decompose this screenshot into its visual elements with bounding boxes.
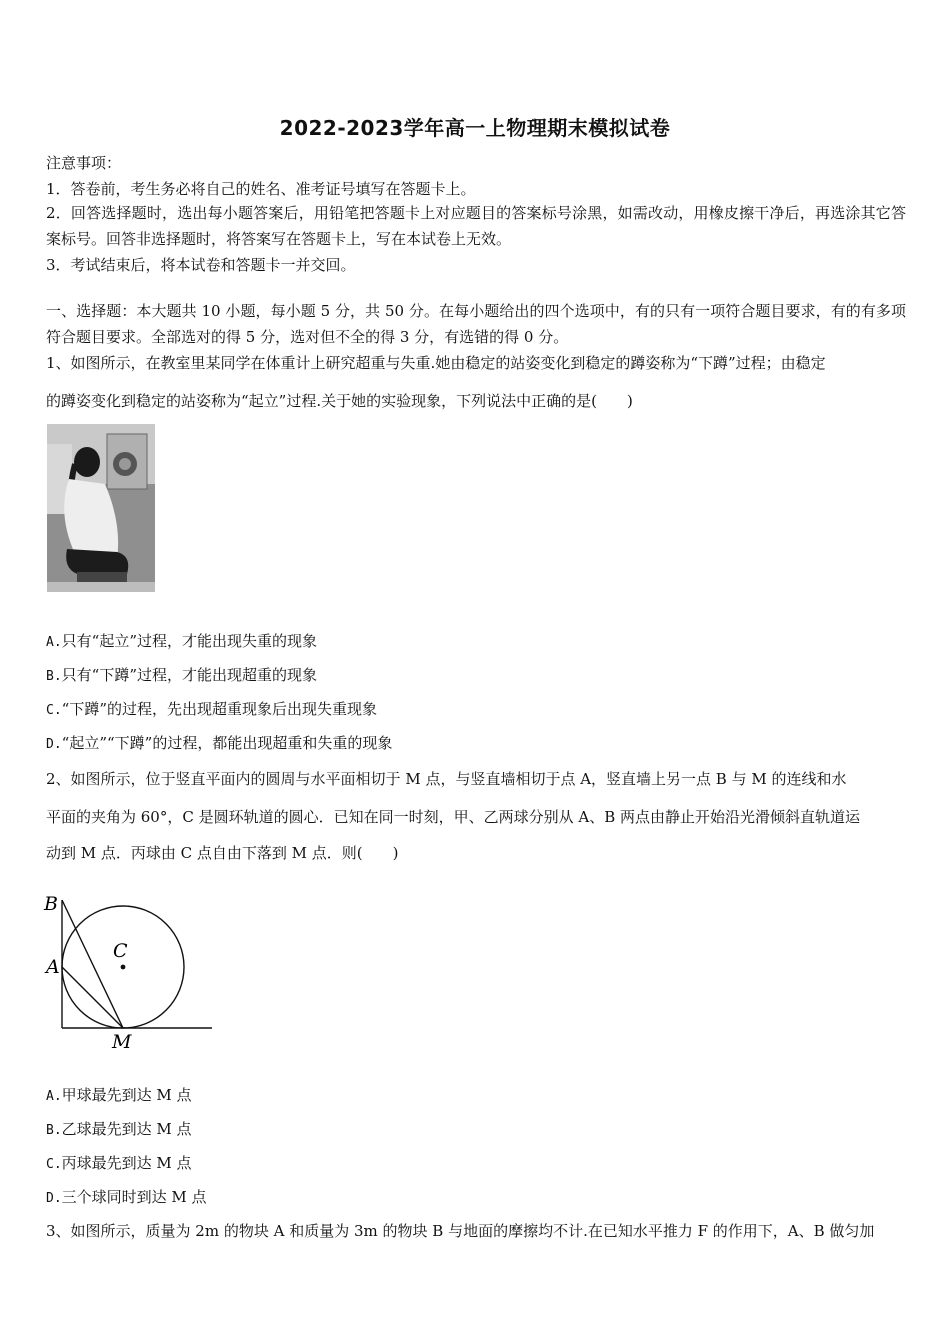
option-key: B. bbox=[46, 1123, 62, 1138]
option-text: 只有“起立”过程，才能出现失重的现象 bbox=[61, 632, 317, 650]
q1-stem-line-1: 1、如图所示，在教室里某同学在体重计上研究超重与失重.她由稳定的站姿变化到稳定的蹲姿称为“下蹲”过程；由稳定 bbox=[46, 354, 826, 372]
option-key: B. bbox=[46, 669, 62, 684]
option-text: 三个球同时到达 M 点 bbox=[61, 1188, 207, 1206]
track-am bbox=[62, 967, 123, 1028]
page-title: 2022-2023学年高一上物理期末模拟试卷 bbox=[279, 116, 671, 140]
q1-photo-student-on-scale bbox=[47, 424, 155, 592]
student-photo-illustration bbox=[47, 424, 155, 592]
option-key: A. bbox=[46, 635, 62, 650]
option-key: D. bbox=[46, 737, 62, 752]
option-key: C. bbox=[46, 703, 62, 718]
q1-option-d[interactable] bbox=[46, 732, 392, 753]
option-text: 乙球最先到达 M 点 bbox=[61, 1120, 192, 1138]
notice-item-1: 1．答卷前，考生务必将自己的姓名、准考证号填写在答题卡上。 bbox=[46, 180, 476, 198]
option-text: 丙球最先到达 M 点 bbox=[61, 1154, 192, 1172]
option-key: A. bbox=[46, 1089, 62, 1104]
label-m: M bbox=[112, 1031, 132, 1053]
q2-circle-diagram bbox=[40, 882, 220, 1058]
notice-item-3: 3．考试结束后，将本试卷和答题卡一并交回。 bbox=[46, 256, 356, 274]
label-a: A bbox=[46, 956, 60, 978]
q1-stem-line-2: 的蹲姿变化到稳定的站姿称为“起立”过程.关于她的实验现象，下列说法中正确的是( ) bbox=[46, 392, 633, 410]
q2-option-c[interactable] bbox=[46, 1152, 192, 1173]
option-key: D. bbox=[46, 1191, 62, 1206]
q2-stem-line-1: 2、如图所示，位于竖直平面内的圆周与水平面相切于 M 点，与竖直墙相切于点 A，竖直墙上另一点 B 与 M 的连线和水 bbox=[46, 770, 847, 788]
q2-option-b[interactable] bbox=[46, 1118, 192, 1139]
label-c: C bbox=[113, 940, 128, 962]
q2-stem-line-3: 动到 M 点．丙球由 C 点自由下落到 M 点．则( ) bbox=[46, 844, 399, 862]
q2-option-d[interactable] bbox=[46, 1186, 207, 1207]
q1-option-a[interactable] bbox=[46, 630, 317, 651]
notice-item-2: 2．回答选择题时，选出每小题答案后，用铅笔把答题卡上对应题目的答案标号涂黑，如需改动，用橡皮擦干净后，再选涂其它答案标号。回答非选择题时，将答案写在答题卡上，写在本试卷上无效。 bbox=[46, 204, 906, 248]
section-intro: 一、选择题：本大题共 10 小题，每小题 5 分，共 50 分。在每小题给出的四个选项中，有的只有一项符合题目要求，有的有多项符合题目要求。全部选对的得 5 分，选对但不全的得 3 分，有选错的得 0 分。 bbox=[46, 302, 906, 346]
option-text: 甲球最先到达 M 点 bbox=[61, 1086, 192, 1104]
option-text: “起立”“下蹲”的过程，都能出现超重和失重的现象 bbox=[61, 734, 393, 752]
option-text: “下蹲”的过程，先出现超重现象后出现失重现象 bbox=[61, 700, 377, 718]
label-b: B bbox=[44, 893, 58, 915]
q2-stem-line-2: 平面的夹角为 60°，C 是圆环轨道的圆心．已知在同一时刻，甲、乙两球分别从 A、B 两点由静止开始沿光滑倾斜直轨道运 bbox=[46, 808, 860, 826]
q2-option-a[interactable] bbox=[46, 1084, 192, 1105]
q1-option-b[interactable] bbox=[46, 664, 317, 685]
q3-stem-line-1: 3、如图所示，质量为 2m 的物块 A 和质量为 3m 的物块 B 与地面的摩擦均不计.在已知水平推力 F 的作用下，A、B 做匀加 bbox=[46, 1222, 875, 1240]
q1-option-c[interactable] bbox=[46, 698, 377, 719]
track-bm bbox=[62, 900, 123, 1028]
option-text: 只有“下蹲”过程，才能出现超重的现象 bbox=[61, 666, 317, 684]
center-point-c bbox=[121, 965, 126, 970]
option-key: C. bbox=[46, 1157, 62, 1172]
notice-heading: 注意事项： bbox=[46, 154, 122, 172]
